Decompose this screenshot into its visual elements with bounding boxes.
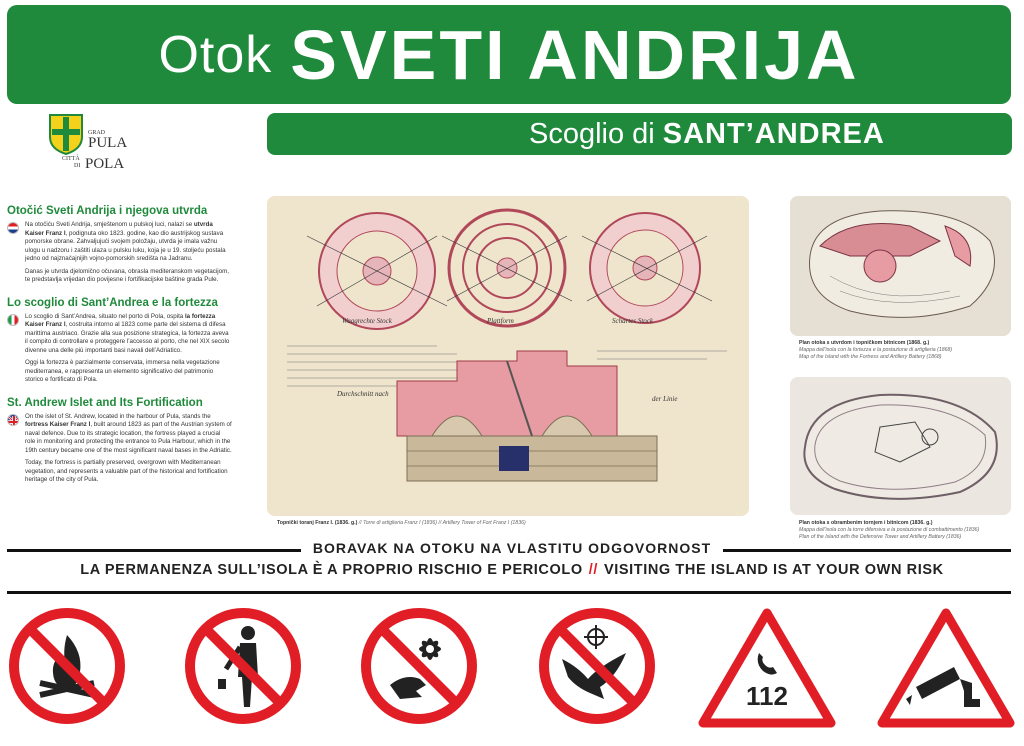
section-paragraph: Lo scoglio di Sant’Andrea, situato nel porto di Pola, ospita la fortezza Kaiser Franz I, costruita intorno al 1823 come parte del sistema di difesa marittima austriaco. Grazie alla sua posizione strategica, la fortezza aveva il compito di controllare e proteggere l’accesso al porto, che nel XIX secolo divenne una delle più importanti basi navali dell’Adriatico. xyxy=(25,312,230,354)
drawing-label: Schartes Stock xyxy=(612,317,654,325)
italy-flag-icon xyxy=(7,314,19,326)
logo-pula: PULA xyxy=(88,135,128,151)
drawing-label: der Linie xyxy=(652,395,678,403)
subtitle-banner xyxy=(267,113,1012,155)
no-hunting-sign xyxy=(538,607,656,730)
warning-line-it-en: LA PERMANENZA SULL’ISOLA È A PROPRIO RISCHIO E PERICOLO // VISITING THE ISLAND IS AT YOUR OWN RISK xyxy=(80,562,944,578)
no-picking-plants-sign xyxy=(360,607,478,730)
fire-icon xyxy=(8,607,126,725)
warning-line-hr: BORAVAK NA OTOKU NA VLASTITU ODGOVORNOST xyxy=(0,540,1024,558)
main-caption: Topnički toranj Franz I. (1836. g.) // Torre di artiglieria Franz I (1836) // Artillery Tower of Fort Franz I (1836) xyxy=(277,520,526,526)
divider-bottom xyxy=(7,591,1011,594)
city-logo xyxy=(48,113,148,183)
section-croatian xyxy=(7,205,232,289)
uk-flag-icon xyxy=(7,414,19,426)
section-paragraph: Na otočiću Sveti Andrija, smještenom u pulskoj luci, nalazi se utvrda Kaiser Franz I, podignuta oko 1823. godine, kao dio austrijskog sustava pomorske obrane. Zahvaljujući svojem položaju, utvrda je imala važnu ulogu u nadzoru i zaštiti ulaza u pulsku luku, koja je u 19. stoljeću postala jedno od najznačajnijih vojno-pomorskih središta na Jadranu. xyxy=(25,221,226,262)
title-small: Otok xyxy=(158,25,273,84)
emergency-112-sign xyxy=(697,607,837,734)
section-italian xyxy=(7,297,232,389)
drawing-label: Waagrechte Stock xyxy=(342,317,392,325)
logo-di: DI xyxy=(74,163,81,169)
section-heading: Otočić Sveti Andrija i njegova utvrda xyxy=(7,205,208,217)
coat-of-arms-icon xyxy=(48,113,84,155)
logo-pola: POLA xyxy=(85,156,125,172)
subtitle-small: Scoglio di xyxy=(529,117,655,150)
no-littering-sign xyxy=(184,607,302,730)
drawing-label: Durchschnitt nach xyxy=(337,390,389,398)
flower-hand-icon xyxy=(360,607,478,725)
littering-person-icon xyxy=(184,607,302,725)
section-paragraph: Oggi la fortezza è parzialmente conservata, immersa nella vegetazione mediterranea, e rappresenta un elemento significativo del patrimonio storico e fortificato di Pola. xyxy=(25,359,220,383)
section-paragraph: Danas je utvrda djelomično očuvana, obrasla mediteranskom vegetacijom, te predstavlja vrijedan dio povijesne i fortifikacijske baštine grada Pule. xyxy=(25,267,229,283)
map-1868-caption: Plan otoka s utvrdom i topničkom bitnicom (1868. g.) Mappa dell’isola con la fortezza e la postazione di artiglieria (1868) Map of the Island with the Fortress and Artillery Battery (1868) xyxy=(799,340,953,360)
camera-icon xyxy=(876,607,1016,729)
artillery-tower-drawing xyxy=(267,196,749,516)
section-heading: Lo scoglio di Sant’Andrea e la fortezza xyxy=(7,296,218,309)
title-banner xyxy=(7,5,1011,104)
section-english xyxy=(7,397,232,489)
section-heading: St. Andrew Islet and Its Fortification xyxy=(7,396,203,409)
section-paragraph: Today, the fortress is partially preserved, overgrown with Mediterranean vegetation, and represents a valuable part of the historical and fortification heritage of the city of Pula. xyxy=(25,459,228,483)
emergency-number: 112 xyxy=(746,681,788,711)
logo-grad: GRAD xyxy=(88,130,106,136)
island-map-1868 xyxy=(790,196,1011,336)
section-paragraph: On the islet of St. Andrew, located in the harbour of Pula, stands the fortress Kaiser Franz I, built around 1823 as part of the Austrian system of naval defence. Due to its strategic location, the fortress played a crucial role in monitoring and protecting the entrance to Pula Harbour, which in the 19th century became one of the most significant naval bases in the Adriatic. xyxy=(25,412,232,454)
subtitle-main: SANT’ANDREA xyxy=(662,117,885,150)
no-fire-sign xyxy=(8,607,126,730)
logo-citta: CITTÀ xyxy=(62,156,80,162)
island-map-1836 xyxy=(790,377,1011,515)
croatia-flag-icon xyxy=(7,222,19,234)
drawing-label: Plattform xyxy=(487,317,514,325)
bird-crosshair-icon xyxy=(538,607,656,725)
phone-icon xyxy=(697,607,837,729)
text-column xyxy=(7,205,232,497)
map-1836-caption: Plan otoka s obrambenim tornjem i bitnicom (1836. g.) Mappa dell’isola con la torre difensiva e la postazione di combattimento (1836) Plan of the Island with the Defensive Tower and Artillery Battery (1836) xyxy=(799,520,980,540)
video-surveillance-sign xyxy=(876,607,1016,734)
title-main: SVETI ANDRIJA xyxy=(290,15,860,94)
